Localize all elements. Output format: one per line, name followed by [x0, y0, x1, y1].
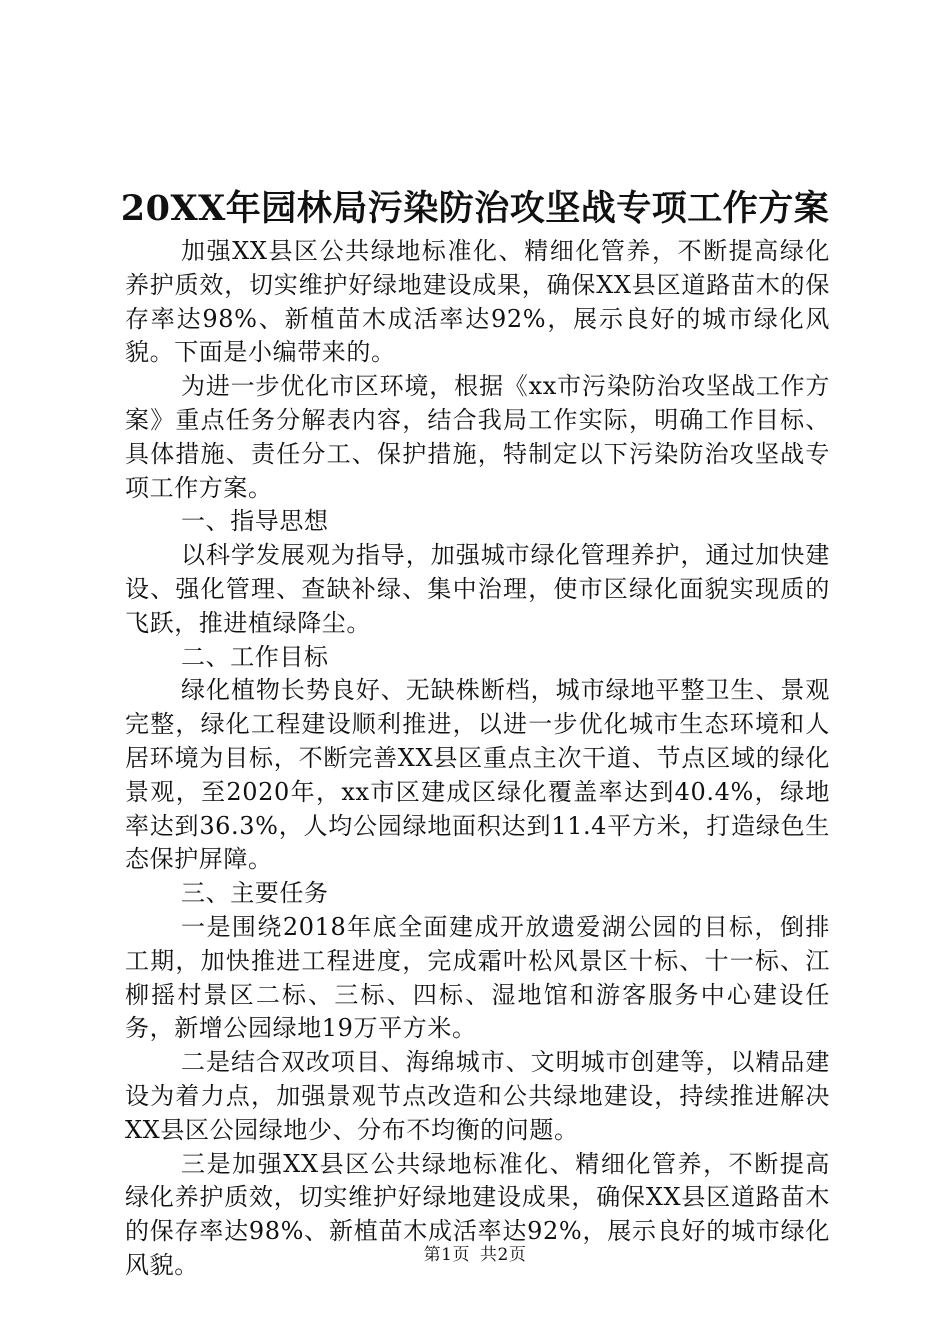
section-heading-main-tasks: 三、主要任务	[181, 879, 329, 908]
document-body	[125, 235, 830, 1283]
document-title: 20XX年园林局污染防治攻坚战专项工作方案	[120, 188, 830, 229]
task-one-paragraph: 一是围绕2018年底全面建成开放遗爱湖公园的目标，倒排工期，加快推进工程进度，完成霜叶松风景区十标、十一标、江柳摇村景区二标、三标、四标、湿地馆和游客服务中心建设任务，新增公园绿地19万平方米。	[125, 912, 830, 1043]
page-number: 第1页	[423, 1245, 470, 1265]
section-heading-guiding-ideology: 一、指导思想	[181, 507, 329, 536]
task-two-paragraph: 二是结合双改项目、海绵城市、文明城市创建等，以精品建设为着力点，加强景观节点改造和公共绿地建设，持续推进解决XX县区公园绿地少、分布不均衡的问题。	[125, 1048, 830, 1144]
section-heading-work-goals: 二、工作目标	[181, 642, 329, 671]
purpose-paragraph: 为进一步优化市区环境，根据《xx市污染防治攻坚战工作方案》重点任务分解表内容，结合我局工作实际，明确工作目标、具体措施、责任分工、保护措施，特制定以下污染防治攻坚战专项工作方案。	[125, 372, 830, 502]
page-total: 共2页	[480, 1245, 527, 1265]
task-three-paragraph: 三是加强XX县区公共绿地标准化、精细化管养，不断提高绿化养护质效，切实维护好绿地建设成果，确保XX县区道路苗木的保存率达98%、新植苗木成活率达92%，展示良好的城市绿化风貌。	[125, 1149, 830, 1279]
guiding-ideology-paragraph: 以科学发展观为指导，加强城市绿化管理养护，通过加快建设、强化管理、查缺补绿、集中治理，使市区绿化面貌实现质的飞跃，推进植绿降尘。	[125, 541, 830, 637]
page-footer	[0, 1243, 950, 1267]
intro-paragraph: 加强XX县区公共绿地标准化、精细化管养，不断提高绿化养护质效，切实维护好绿地建设成果，确保XX县区道路苗木的保存率达98%、新植苗木成活率达92%，展示良好的城市绿化风貌。下面是小编带来的。	[125, 237, 830, 367]
work-goals-paragraph: 绿化植物长势良好、无缺株断档，城市绿地平整卫生、景观完整，绿化工程建设顺利推进，以进一步优化城市生态环境和人居环境为目标，不断完善XX县区重点主次干道、节点区域的绿化景观，至2020年，xx市区建成区绿化覆盖率达到40.4%，绿地率达到36.3%，人均公园绿地面积达到11.4平方米，打造绿色生态保护屏障。	[125, 676, 830, 874]
